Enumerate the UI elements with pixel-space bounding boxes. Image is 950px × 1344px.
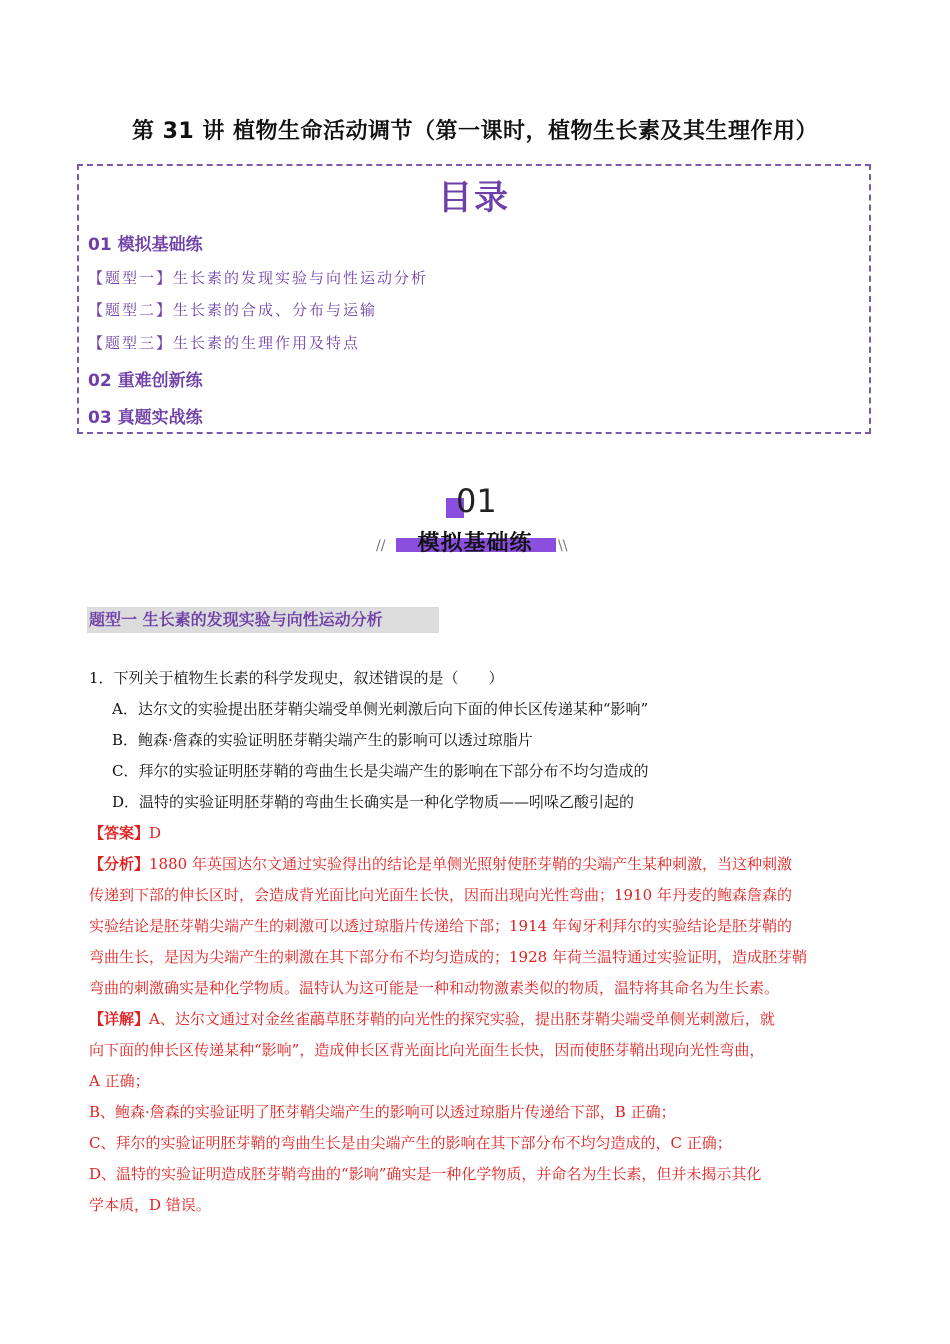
option-c: C．拜尔的实验证明胚芽鞘的弯曲生长是尖端产生的影响在下部分布不均匀造成的 (112, 762, 649, 780)
option-b: B．鲍森·詹森的实验证明胚芽鞘尖端产生的影响可以透过琼脂片 (112, 731, 533, 749)
detail-tag: 【详解】 (89, 1010, 150, 1028)
toc-type-1[interactable]: 【题型一】生长素的发现实验与向性运动分析 (88, 269, 429, 287)
analysis-line-2: 传递到下部的伸长区时，会造成背光面比向光面生长快，因而出现向光性弯曲；1910 年丹麦的鲍森詹森的 (89, 886, 792, 904)
analysis-line-5: 弯曲的刺激确实是种化学物质。温特认为这可能是一种和动物激素类似的物质，温特将其命名为生长素。 (89, 979, 780, 997)
analysis-line-4: 弯曲生长，是因为尖端产生的刺激在其下部分布不均匀造成的；1928 年荷兰温特通过实验证明，造成胚芽鞘 (89, 948, 807, 966)
detail-line-5: C、拜尔的实验证明胚芽鞘的弯曲生长是由尖端产生的影响在其下部分布不均匀造成的，C 正确； (89, 1134, 732, 1152)
analysis-tag: 【分析】 (89, 855, 150, 873)
detail-line-7: 学本质，D 错误。 (89, 1196, 211, 1214)
option-a: A．达尔文的实验提出胚芽鞘尖端受单侧光刺激后向下面的伸长区传递某种“影响” (112, 700, 649, 718)
banner-left-deco: // (376, 538, 386, 554)
detail-line-3: A 正确； (89, 1072, 150, 1090)
question-stem: 1．下列关于植物生长素的科学发现史，叙述错误的是（ ） (89, 669, 504, 687)
analysis-line-3: 实验结论是胚芽鞘尖端产生的刺激可以透过琼脂片传递给下部；1914 年匈牙利拜尔的实验结论是胚芽鞘的 (89, 917, 792, 935)
toc-section-03[interactable]: 03 真题实战练 (88, 408, 203, 428)
option-d: D．温特的实验证明胚芽鞘的弯曲生长确实是一种化学物质——吲哚乙酸引起的 (112, 793, 635, 811)
answer-tag: 【答案】 (89, 824, 150, 842)
answer-line (89, 822, 161, 843)
section-banner (370, 480, 580, 560)
toc-type-3[interactable]: 【题型三】生长素的生理作用及特点 (88, 334, 361, 352)
analysis-text: 1880 年英国达尔文通过实验得出的结论是单侧光照射使胚芽鞘的尖端产生某种刺激，当这种刺激 (149, 855, 792, 873)
detail-text: A、达尔文通过对金丝雀虉草胚芽鞘的向光性的探究实验，提出胚芽鞘尖端受单侧光刺激后，就 (149, 1010, 775, 1028)
question-type-heading: 题型一 生长素的发现实验与向性运动分析 (87, 607, 439, 633)
detail-line-2: 向下面的伸长区传递某种“影响”，造成伸长区背光面比向光面生长快，因而使胚芽鞘出现向光性弯曲， (89, 1041, 765, 1059)
banner-number: 01 (456, 482, 497, 520)
page-title: 第 31 讲 植物生命活动调节（第一课时，植物生长素及其生理作用） (131, 119, 819, 144)
banner-label: 模拟基础练 (417, 531, 533, 556)
toc-type-2[interactable]: 【题型二】生长素的合成、分布与运输 (88, 301, 378, 319)
analysis-line-1 (89, 853, 792, 874)
toc-section-02[interactable]: 02 重难创新练 (88, 371, 203, 391)
answer-value: D (149, 824, 162, 842)
detail-line-4: B、鲍森·詹森的实验证明了胚芽鞘尖端产生的影响可以透过琼脂片传递给下部，B 正确； (89, 1103, 676, 1121)
detail-line-1 (89, 1008, 775, 1029)
detail-line-6: D、温特的实验证明造成胚芽鞘弯曲的“影响”确实是一种化学物质，并命名为生长素，但并未揭示其化 (89, 1165, 762, 1183)
toc-section-01[interactable]: 01 模拟基础练 (88, 235, 203, 255)
table-of-contents (77, 164, 871, 434)
banner-right-deco: \\ (558, 538, 568, 554)
toc-heading: 目录 (438, 178, 510, 218)
